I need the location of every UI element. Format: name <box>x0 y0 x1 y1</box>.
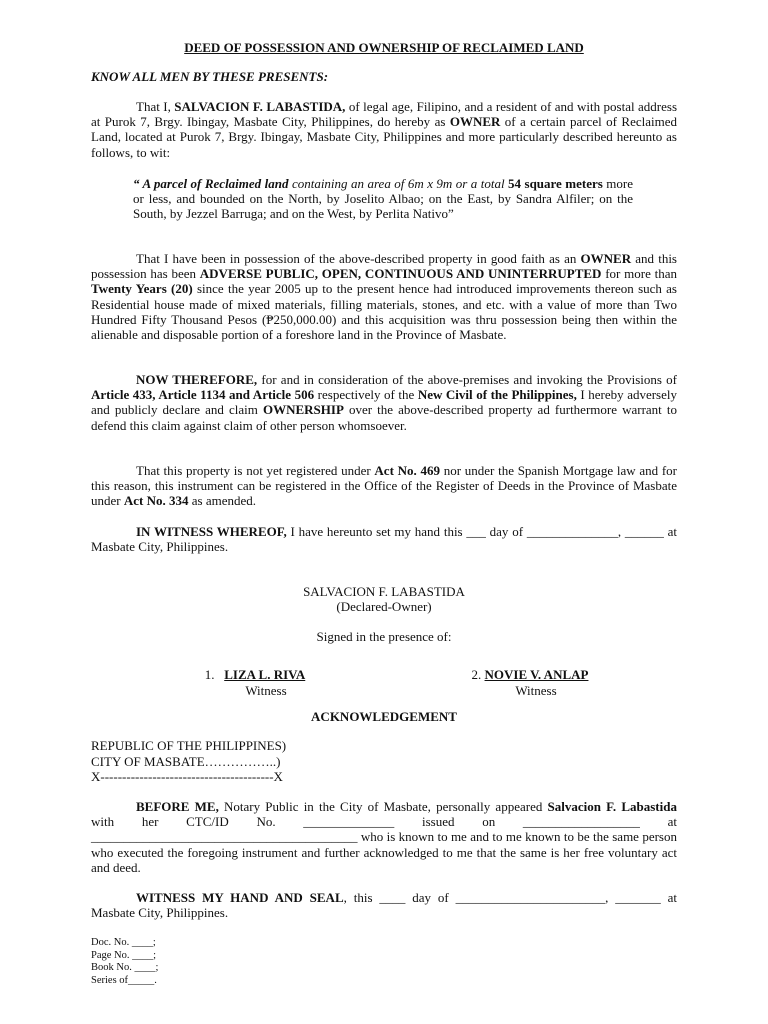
signatory-role: (Declared-Owner) <box>336 599 432 614</box>
p3-text-c: I hereby adversely and publicly declare and claim <box>91 387 677 418</box>
p5-text-a: I have hereunto set my hand this ___ day of ______________, ______ at Masbate City, Philippines. <box>91 524 677 555</box>
signatory-name: SALVACION F. LABASTIDA <box>303 584 465 599</box>
paragraph-possession <box>91 251 677 342</box>
witness-number: 2. <box>471 667 482 682</box>
witness-number: 1. <box>204 667 215 682</box>
p6-text-a: Notary Public in the City of Masbate, personally appeared <box>218 799 548 814</box>
p2-text-b: and this possession has been <box>91 251 677 282</box>
owner-keyword: OWNER <box>580 251 632 266</box>
paragraph-registration <box>91 463 677 509</box>
property-description <box>133 176 633 222</box>
paragraph-witness-seal <box>91 890 677 920</box>
paragraph-declaration <box>91 99 677 160</box>
venue-separator: X----------------------------------------X <box>91 769 283 784</box>
paragraph-now-therefore <box>91 372 677 433</box>
p3-text-d: over the above-described property ad furthermore warrant to defend this claim against claim of other person whomsoever. <box>91 402 677 433</box>
civil-code-reference: New Civil of the Philippines, <box>417 387 577 403</box>
before-me-keyword: BEFORE ME, <box>136 799 219 814</box>
p4-text-a: That this property is not yet registered under <box>136 463 375 478</box>
page-number-entry: Page No. ____; <box>91 949 157 961</box>
notarial-register-entries <box>91 937 158 987</box>
quote-text-b: containing an area of 6m x 9m or a total <box>288 176 509 191</box>
quote-text-a: “ A parcel of <box>133 176 205 191</box>
p3-text-a: for and in consideration of the above-premises and invoking the Provisions of <box>257 372 677 387</box>
series-entry: Series of_____. <box>91 974 157 986</box>
know-all-men-heading: KNOW ALL MEN BY THESE PRESENTS: <box>91 69 329 84</box>
paragraph-before-me <box>91 799 677 875</box>
venue-republic: REPUBLIC OF THE PHILIPPINES) <box>91 738 287 753</box>
venue-city: CITY OF MASBATE……………..) <box>91 754 281 769</box>
paragraph-in-witness <box>91 524 677 554</box>
owner-name: SALVACION F. LABASTIDA, <box>174 99 346 114</box>
signed-presence-text: Signed in the presence of: <box>316 629 452 644</box>
p4-text-b: nor under the Spanish Mortgage law and for this reason, this instrument can be registered in the Office of the Register of Deeds in the Province of Masbate under <box>91 463 677 509</box>
witness-name: NOVIE V. ANLAP <box>484 667 589 682</box>
owner-keyword: OWNER <box>449 114 501 130</box>
p3-text-b: respectively of the <box>314 387 418 403</box>
witness-2 <box>425 667 635 699</box>
acknowledgement-heading: ACKNOWLEDGEMENT <box>311 709 457 724</box>
ownership-keyword: OWNERSHIP <box>263 402 344 418</box>
p1-text-b: of legal age, Filipino, and a resident of and with postal address at Purok 7, Brgy. Ibingay, Masbate City, Philippines, do hereby as <box>91 99 677 130</box>
act-334-reference: Act No. 334 <box>123 493 189 509</box>
now-therefore-keyword: NOW THEREFORE, <box>136 372 258 387</box>
p2-text-d: since the year 2005 up to the present hence had introduced improvements thereon such as Residential house made of mixed materials, filling materials, stones, and etc. with a value of more than Two Hundred Fifty Thousand Pesos (₱250,000.00) and this acquisition was thru possession being then within the alienable and disposable portion of a foreshore land in the Province of Masbate. <box>91 281 677 343</box>
witness-role: Witness <box>245 683 287 698</box>
p7-text-a: , this ____ day of _______________________, _______ at Masbate City, Philippines. <box>91 890 677 921</box>
p1-text-a: That I, <box>136 99 175 114</box>
act-469-reference: Act No. 469 <box>374 463 440 478</box>
quote-text-c: more or less, and bounded on the North, by Joselito Albao; on the East, by Sandra Alfiler; on the South, by Jezzel Barruga; and on the West, by Perlita Nativo” <box>133 176 633 222</box>
book-number-entry: Book No. ____; <box>91 962 159 974</box>
witness-role: Witness <box>515 683 557 698</box>
p6-text-b: with her CTC/ID No. ______________ issued on __________________ at _________________________________________ who is known to me and to me known to be the same person who executed the foregoing instrument and further acknowledged to me that the same is her free voluntary act and deed. <box>91 814 677 875</box>
p2-text-c: for more than <box>601 266 677 282</box>
in-witness-whereof-keyword: IN WITNESS WHEREOF, <box>136 524 287 539</box>
witness-hand-seal-keyword: WITNESS MY HAND AND SEAL <box>136 890 344 905</box>
article-references: Article 433, Article 1134 and Article 506 <box>91 387 315 403</box>
p2-text-a: That I have been in possession of the above-described property in good faith as an <box>136 251 581 266</box>
p4-text-c: as amended. <box>188 493 257 509</box>
possession-nature: ADVERSE PUBLIC, OPEN, CONTINUOUS AND UNINTERRUPTED <box>199 266 602 282</box>
document-title: DEED OF POSSESSION AND OWNERSHIP OF RECLAIMED LAND <box>184 40 584 55</box>
witness-name: LIZA L. RIVA <box>224 667 306 682</box>
reclaimed-land-label: Reclaimed land <box>204 176 289 191</box>
witness-1 <box>150 667 360 699</box>
appearing-person-name: Salvacion F. Labastida <box>547 799 677 814</box>
area-square-meters: 54 square meters <box>508 176 603 191</box>
doc-number-entry: Doc. No. ____; <box>91 937 156 948</box>
possession-duration: Twenty Years (20) <box>91 281 193 297</box>
p1-text-c: of a certain parcel of Reclaimed Land, located at Purok 7, Brgy. Ibingay, Masbate City, Philippines and more particularly described hereunto as follows, to wit: <box>91 114 677 160</box>
